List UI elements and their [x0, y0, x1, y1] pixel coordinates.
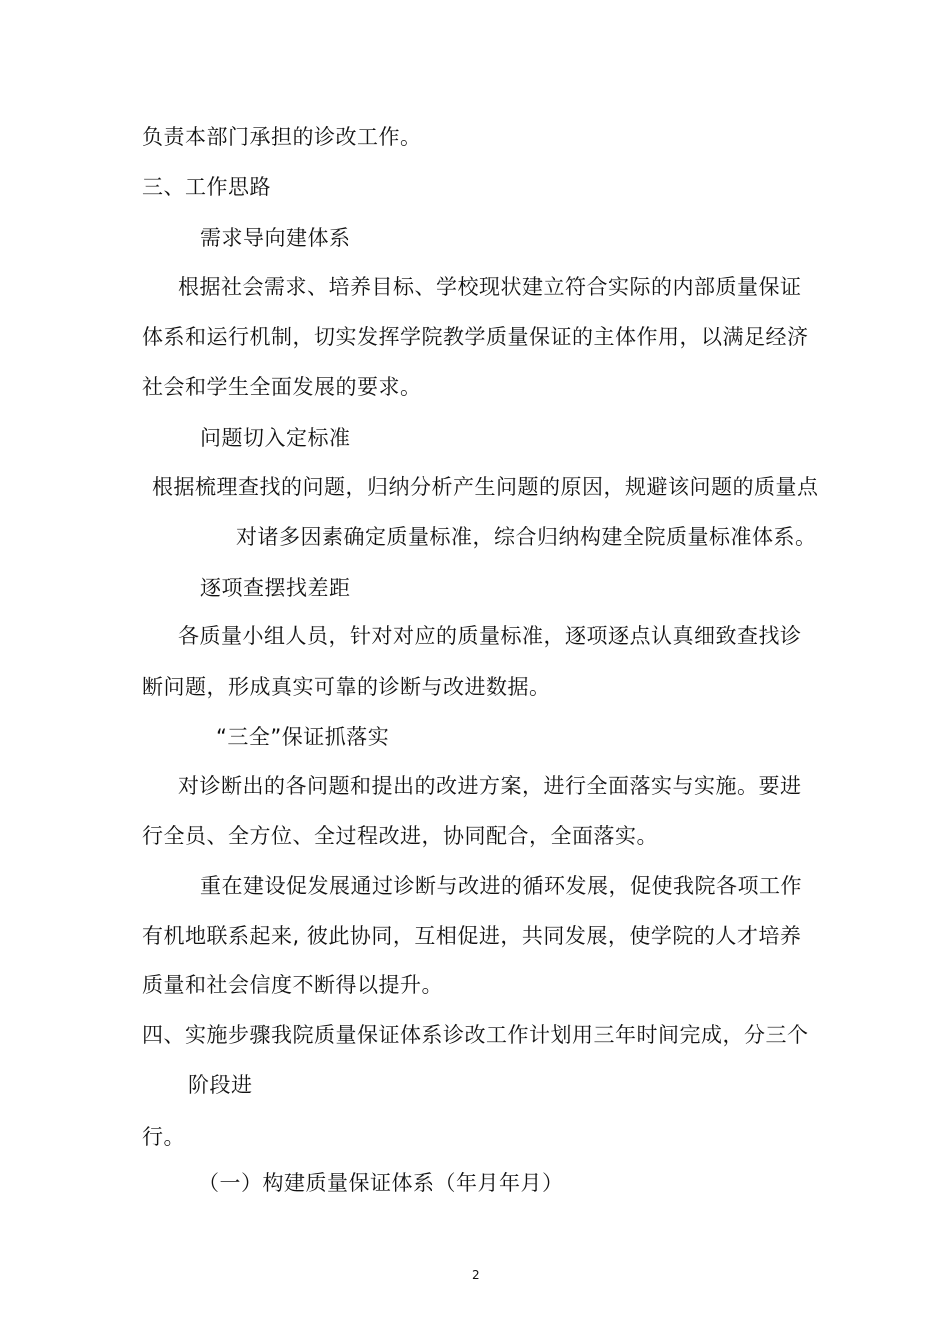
paragraph-5-line-2: 有机地联系起来, 彼此协同，互相促进，共同发展，使学院的人才培养	[142, 924, 802, 948]
section-heading-4-end: 行。	[142, 1125, 185, 1149]
paragraph-3-line-2: 断问题，形成真实可靠的诊断与改进数据。	[142, 675, 551, 699]
paragraph-1-line-2: 体系和运行机制，切实发挥学院教学质量保证的主体作用，以满足经济	[142, 325, 809, 349]
paragraph-5-line-3: 质量和社会信度不断得以提升。	[142, 973, 443, 997]
paragraph-2-line-1: 根据梳理查找的问题，归纳分析产生问题的原因，规避该问题的质量点	[152, 475, 819, 499]
paragraph-4-line-1: 对诊断出的各问题和提出的改进方案，进行全面落实与实施。要进	[178, 774, 802, 798]
subheading-demand-oriented: 需求导向建体系	[200, 226, 351, 250]
paragraph-3-line-1: 各质量小组人员，针对对应的质量标准，逐项逐点认真细致查找诊	[178, 624, 802, 648]
paragraph-4-line-2: 行全员、全方位、全过程改进，协同配合，全面落实。	[142, 824, 658, 848]
subheading-three-full: “三全”保证抓落实	[216, 725, 390, 749]
paragraph-1-line-3: 社会和学生全面发展的要求。	[142, 375, 422, 399]
section-heading-3: 三、工作思路	[142, 175, 271, 199]
subsection-heading-1: （一）构建质量保证体系（年月年月）	[198, 1171, 564, 1195]
paragraph-2-line-2: 对诸多因素确定质量标准，综合归纳构建全院质量标准体系。	[236, 525, 817, 549]
section-heading-4: 四、实施步骤我院质量保证体系诊改工作计划用三年时间完成，分三个	[142, 1023, 809, 1047]
subheading-find-gaps: 逐项查摆找差距	[200, 576, 351, 600]
paragraph-5-line-1: 重在建设促发展通过诊断与改进的循环发展，促使我院各项工作	[200, 874, 802, 898]
section-heading-4-continuation: 阶段进	[188, 1073, 253, 1097]
text-line-continuation: 负责本部门承担的诊改工作。	[142, 125, 422, 149]
subheading-problem-standards: 问题切入定标准	[200, 426, 351, 450]
paragraph-1-line-1: 根据社会需求、培养目标、学校现状建立符合实际的内部质量保证	[178, 275, 802, 299]
page-number: 2	[472, 1268, 480, 1282]
